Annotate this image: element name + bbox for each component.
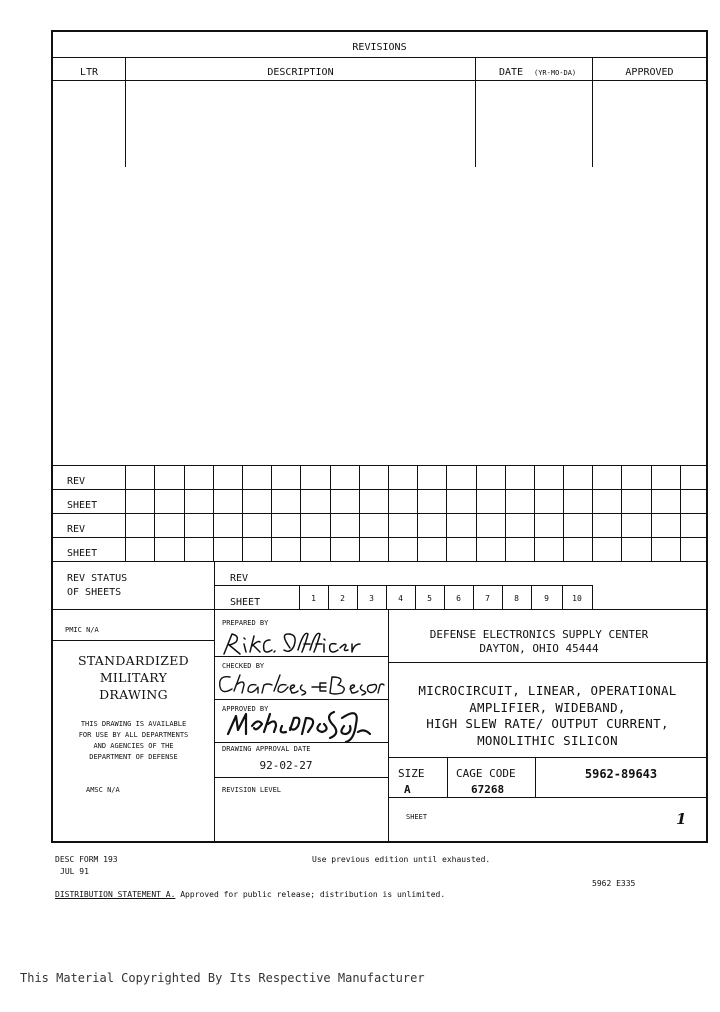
sheet-number-2: 2 <box>340 594 345 603</box>
approved-by-label: APPROVED BY <box>222 705 269 713</box>
sheet-number-7: 7 <box>485 594 490 603</box>
sheet-number-1: 1 <box>311 594 316 603</box>
sheet-number-5: 5 <box>427 594 432 603</box>
rev-status-label: REV STATUS <box>67 573 128 584</box>
col-date: DATE <box>499 67 524 78</box>
approved-by-signature <box>224 704 384 744</box>
sheet-field-label: SHEET <box>406 813 428 821</box>
standardized-line-2: MILITARY <box>99 670 168 685</box>
revision-level-label: REVISION LEVEL <box>222 786 282 794</box>
frame-right <box>706 30 708 843</box>
grid-label-rev-2: REV <box>67 524 86 535</box>
agency-line-2: DAYTON, OHIO 45444 <box>479 642 599 655</box>
status-rev-label: REV <box>230 573 249 584</box>
title-line-4: MONOLITHIC SILICON <box>477 733 618 748</box>
sheet-number-10: 10 <box>572 594 582 603</box>
prepared-by-signature <box>218 630 368 658</box>
checked-by-label: CHECKED BY <box>222 662 265 670</box>
distribution-statement <box>55 891 445 899</box>
pmic-label: PMIC N/A <box>65 626 99 634</box>
availability-line-3: AND AGENCIES OF THE <box>93 742 174 750</box>
sheet-field-value: 1 <box>676 810 687 828</box>
standardized-line-3: DRAWING <box>99 687 168 702</box>
document-code: 5962 E335 <box>592 879 636 888</box>
availability-line-4: DEPARTMENT OF DEFENSE <box>89 753 178 761</box>
col-approved: APPROVED <box>625 67 674 78</box>
approval-date-label: DRAWING APPROVAL DATE <box>222 745 311 753</box>
status-sheet-label: SHEET <box>230 597 261 608</box>
drawing-number: 5962-89643 <box>584 767 658 781</box>
agency-line-1: DEFENSE ELECTRONICS SUPPLY CENTER <box>429 628 649 641</box>
form-number: DESC FORM 193 <box>55 855 118 864</box>
previous-edition-note: Use previous edition until exhausted. <box>312 855 491 864</box>
form-date: JUL 91 <box>60 867 89 876</box>
sheet-number-8: 8 <box>514 594 519 603</box>
frame-bottom <box>51 841 708 843</box>
amsc-label: AMSC N/A <box>86 786 120 794</box>
revisions-title: REVISIONS <box>352 42 407 53</box>
availability-line-2: FOR USE BY ALL DEPARTMENTS <box>78 731 189 739</box>
col-description: DESCRIPTION <box>267 67 334 78</box>
approved-by-name <box>0 0 9 1</box>
title-line-3: HIGH SLEW RATE/ OUTPUT CURRENT, <box>426 716 669 731</box>
copyright-notice: This Material Copyrighted By Its Respective Manufacturer <box>20 971 425 985</box>
col-date-format: (YR-MO-DA) <box>534 69 577 77</box>
sheet-number-9: 9 <box>544 594 549 603</box>
distribution-statement-text: Approved for public release; distribution is unlimited. <box>175 890 446 899</box>
col-ltr: LTR <box>79 67 99 78</box>
availability-line-1: THIS DRAWING IS AVAILABLE <box>80 720 187 728</box>
grid-label-sheet-2: SHEET <box>67 548 98 559</box>
grid-label-sheet-1: SHEET <box>67 500 98 511</box>
of-sheets-label: OF SHEETS <box>67 587 122 598</box>
sheet-number-3: 3 <box>369 594 374 603</box>
distribution-statement-label: DISTRIBUTION STATEMENT A. <box>55 890 176 899</box>
grid-label-rev-1: REV <box>67 476 86 487</box>
size-label: SIZE <box>398 767 425 780</box>
frame-top <box>51 30 708 32</box>
rev-grid <box>53 465 706 561</box>
title-line-2: AMPLIFIER, WIDEBAND, <box>469 700 626 715</box>
sheet-number-6: 6 <box>456 594 461 603</box>
cage-code-label: CAGE CODE <box>456 767 516 780</box>
size-value: A <box>404 783 411 796</box>
sheet-number-4: 4 <box>398 594 403 603</box>
standardized-line-1: STANDARDIZED <box>77 653 190 668</box>
approval-date-value: 92-02-27 <box>259 759 313 772</box>
title-line-1: MICROCIRCUIT, LINEAR, OPERATIONAL <box>418 683 677 698</box>
cage-code-value: 67268 <box>471 783 505 796</box>
prepared-by-label: PREPARED BY <box>222 619 269 627</box>
checked-by-signature <box>216 671 386 697</box>
